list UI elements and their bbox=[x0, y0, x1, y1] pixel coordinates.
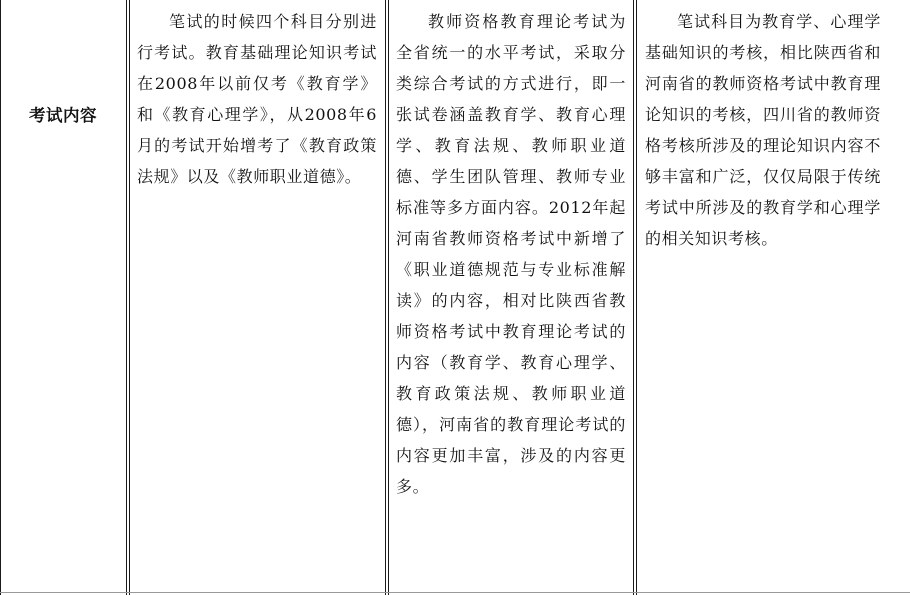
table-border-left bbox=[0, 0, 1, 595]
table-column-divider bbox=[388, 0, 389, 595]
table-column-divider bbox=[633, 0, 634, 595]
table-cell-henan: 教师资格教育理论考试为全省统一的水平考试，采取分类综合考试的方式进行，即一张试卷涵盖教育学、教育心理学、教育法规、教师职业道德、学生团队管理、教师专业标准等多方面内容。2012年起河南省教师资格考试中新增了《职业道德规范与专业标准解读》的内容，相对比陕西省教师资格考试中教育理论考试的内容（教育学、教育心理学、教育政策法规、教师职业道德），河南省的教育理论考试的内容更加丰富，涉及的内容更多。 bbox=[396, 12, 626, 496]
table-border-bottom bbox=[0, 592, 910, 593]
table-cell-sichuan: 笔试科目为教育学、心理学基础知识的考核，相比陕西省和河南省的教师资格考试中教育理论知识的考核，四川省的教师资格考核所涉及的理论知识内容不够丰富和广泛，仅仅局限于传统考试中所涉及的教育学和心理学的相关知识考核。 bbox=[645, 12, 881, 248]
table-column-divider bbox=[129, 0, 130, 595]
table-column-divider bbox=[636, 0, 637, 595]
row-header-exam-content: 考试内容 bbox=[29, 106, 97, 125]
table-cell-shaanxi: 笔试的时候四个科目分别进行考试。教育基础理论知识考试在2008年以前仅考《教育学》和《教育心理学》，从2008年6月的考试开始增考了《教育政策法规》以及《教师职业道德》。 bbox=[137, 12, 377, 186]
table-column-divider bbox=[126, 0, 127, 595]
table-column-divider bbox=[385, 0, 386, 595]
